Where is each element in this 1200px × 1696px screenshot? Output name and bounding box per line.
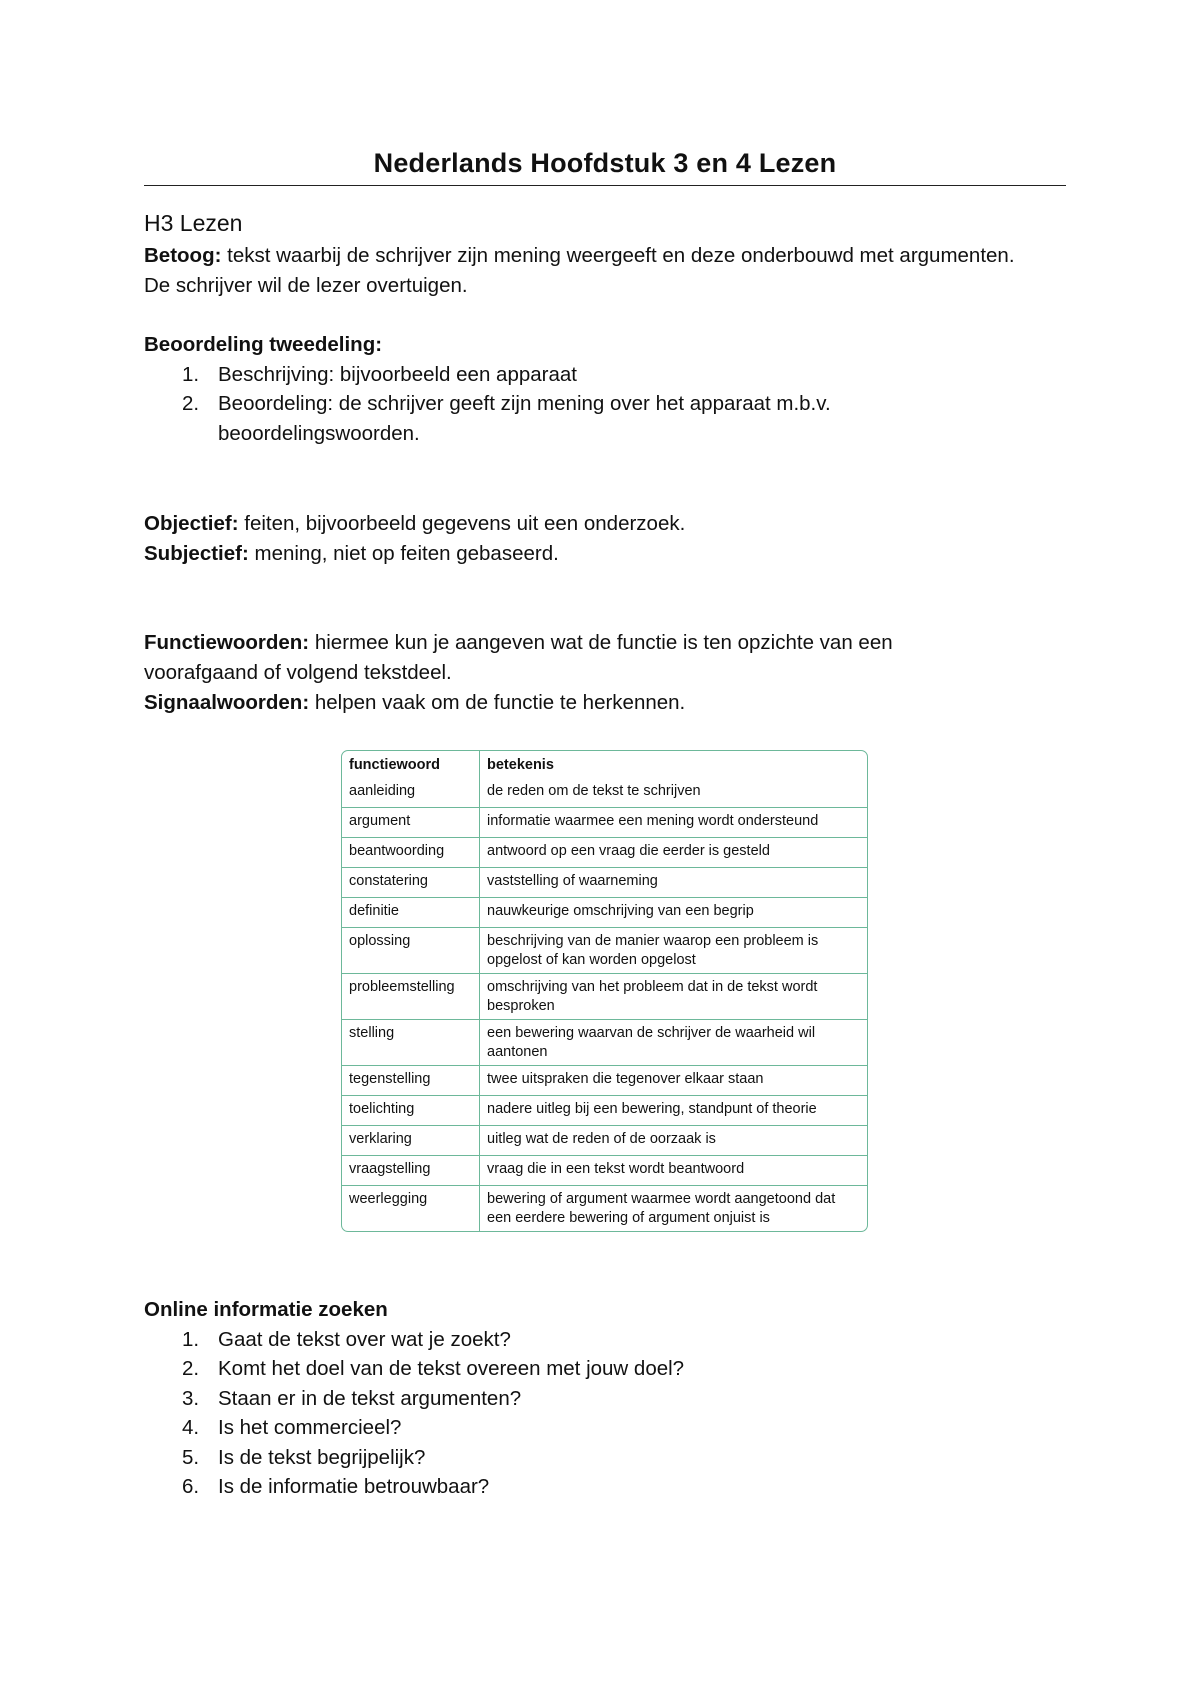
- online-heading: Online informatie zoeken: [144, 1298, 388, 1321]
- betoog-paragraph: [144, 241, 1044, 300]
- beoordeling-section: [144, 330, 1044, 448]
- beoordeling-list: [144, 360, 1044, 449]
- online-section: [144, 1295, 1044, 1502]
- table-row: [342, 1096, 867, 1126]
- section-heading: H3 Lezen: [144, 210, 243, 236]
- table-cell-term: definitie: [342, 898, 480, 928]
- list-item: [144, 1443, 1044, 1473]
- table-cell-term: weerlegging: [342, 1186, 480, 1232]
- table-cell-term: aanleiding: [342, 778, 480, 808]
- list-text: Komt het doel van de tekst overeen met jouw doel?: [218, 1357, 685, 1380]
- list-number: 6.: [182, 1475, 200, 1498]
- table-cell-term: beantwoording: [342, 838, 480, 868]
- list-number: 2.: [182, 392, 200, 415]
- table-cell-term: oplossing: [342, 928, 480, 974]
- table-cell-meaning: beschrijving van de manier waarop een probleem is opgelost of kan worden opgelost: [480, 928, 868, 974]
- title-underline: [144, 185, 1066, 186]
- table-cell-term: toelichting: [342, 1096, 480, 1126]
- table-header-row: [342, 751, 867, 778]
- list-item: [144, 1472, 1044, 1502]
- table-cell-meaning: informatie waarmee een mening wordt ondersteund: [480, 808, 868, 838]
- table-row: [342, 928, 867, 974]
- objectief-paragraph: [144, 509, 1044, 539]
- table-cell-term: probleemstelling: [342, 974, 480, 1020]
- table-cell-meaning: twee uitspraken die tegenover elkaar staan: [480, 1066, 868, 1096]
- table-cell-meaning: antwoord op een vraag die eerder is gesteld: [480, 838, 868, 868]
- table-cell-term: stelling: [342, 1020, 480, 1066]
- online-list: [144, 1325, 1044, 1502]
- list-text: Beschrijving: bijvoorbeeld een apparaat: [218, 362, 577, 386]
- objectief-text: feiten, bijvoorbeeld gegevens uit een onderzoek.: [238, 512, 686, 535]
- subjectief-paragraph: [144, 539, 1044, 569]
- table-cell-term: vraagstelling: [342, 1156, 480, 1186]
- subjectief-term: Subjectief:: [144, 542, 249, 565]
- table-cell-term: constatering: [342, 868, 480, 898]
- list-number: 4.: [182, 1416, 200, 1439]
- list-number: 1.: [182, 1327, 200, 1351]
- functiewoorden-table: [341, 750, 868, 1232]
- betoog-term: Betoog:: [144, 244, 222, 267]
- list-item: [144, 1384, 1044, 1414]
- list-item: [144, 360, 1044, 390]
- table-row: [342, 898, 867, 928]
- signaalwoorden-paragraph: [144, 688, 1044, 718]
- table-cell-meaning: nauwkeurige omschrijving van een begrip: [480, 898, 868, 928]
- table-header-betekenis: betekenis: [487, 757, 554, 773]
- list-item: [144, 389, 998, 448]
- signaalwoorden-text: helpen vaak om de functie te herkennen.: [309, 691, 686, 714]
- table-row: [342, 1126, 867, 1156]
- table-row: [342, 808, 867, 838]
- list-number: 5.: [182, 1445, 200, 1469]
- signaalwoorden-term: Signaalwoorden:: [144, 691, 310, 714]
- list-text: Beoordeling: de schrijver geeft zijn mening over het apparaat m.b.v. beoordelingswoorden.: [218, 392, 831, 445]
- table-cell-meaning: vaststelling of waarneming: [480, 868, 868, 898]
- table-cell-term: verklaring: [342, 1126, 480, 1156]
- list-item: [144, 1354, 1044, 1384]
- list-text: Is de informatie betrouwbaar?: [218, 1475, 490, 1498]
- table-cell-meaning: vraag die in een tekst wordt beantwoord: [480, 1156, 868, 1186]
- table-row: [342, 974, 867, 1020]
- table-row: [342, 1066, 867, 1096]
- list-text: Staan er in de tekst argumenten?: [218, 1386, 522, 1410]
- list-text: Gaat de tekst over wat je zoekt?: [218, 1327, 511, 1351]
- list-text: Is de tekst begrijpelijk?: [218, 1445, 426, 1469]
- functiewoorden-term: Functiewoorden:: [144, 631, 310, 654]
- table-header-functiewoord: functiewoord: [342, 751, 480, 778]
- table-cell-meaning: omschrijving van het probleem dat in de tekst wordt besproken: [480, 974, 868, 1020]
- table-row: [342, 1186, 867, 1232]
- table-cell-meaning: de reden om de tekst te schrijven: [487, 783, 701, 799]
- betoog-text: tekst waarbij de schrijver zijn mening weergeeft en deze onderbouwd met argumenten. De schrijver wil de lezer overtuigen.: [144, 244, 1015, 297]
- subjectief-text: mening, niet op feiten gebaseerd.: [248, 542, 559, 565]
- table-row: [342, 778, 867, 808]
- functiewoorden-paragraph: [144, 628, 974, 687]
- list-item: [144, 1325, 1044, 1355]
- list-number: 1.: [182, 362, 200, 386]
- table-cell-meaning: een bewering waarvan de schrijver de waarheid wil aantonen: [480, 1020, 868, 1066]
- table-row: [342, 1020, 867, 1066]
- beoordeling-heading: Beoordeling tweedeling:: [144, 333, 383, 356]
- table-row: [342, 838, 867, 868]
- list-item: [144, 1413, 1044, 1443]
- table-row: [342, 868, 867, 898]
- table-cell-meaning: bewering of argument waarmee wordt aangetoond dat een eerdere bewering of argument onjuist is: [480, 1186, 868, 1232]
- objectief-term: Objectief:: [144, 512, 239, 535]
- table-row: [342, 1156, 867, 1186]
- table-cell-meaning: nadere uitleg bij een bewering, standpunt of theorie: [480, 1096, 868, 1126]
- table-cell-term: argument: [342, 808, 480, 838]
- list-text: Is het commercieel?: [218, 1416, 402, 1439]
- list-number: 3.: [182, 1386, 200, 1410]
- document-title: Nederlands Hoofdstuk 3 en 4 Lezen: [373, 148, 837, 178]
- table-cell-meaning: uitleg wat de reden of de oorzaak is: [480, 1126, 868, 1156]
- list-number: 2.: [182, 1357, 200, 1380]
- functiewoorden-text: hiermee kun je aangeven wat de functie is ten opzichte van een voorafgaand of volgend tekstdeel.: [144, 631, 893, 684]
- table-cell-term: tegenstelling: [342, 1066, 480, 1096]
